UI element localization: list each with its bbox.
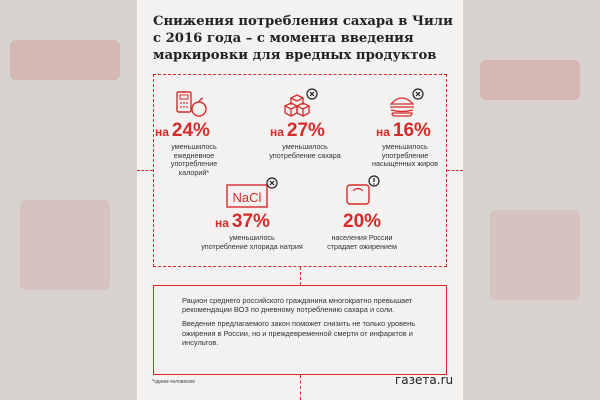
stat-sodium-value: на 37% — [215, 211, 270, 232]
infographic-card — [137, 0, 463, 400]
infographic-title: Снижения потребления сахара в Чили с 2016 года – с момента введения маркировки для вредных продуктов — [153, 14, 453, 63]
stat-sugar-desc: уменьшилось употребление сахара — [269, 142, 341, 160]
scale-warning-icon — [342, 175, 382, 207]
connector-line-bottom — [300, 375, 301, 400]
gazeta-logo: газета.ru — [395, 373, 454, 387]
connector-line-left — [137, 170, 153, 171]
calculator-apple-icon — [175, 90, 209, 120]
stat-calories-value: на 24% — [155, 120, 210, 141]
stat-sodium-desc: уменьшилось употребление хлорида натрия — [201, 233, 303, 251]
stat-fat-desc: уменьшилось употребление насыщенных жиров — [372, 142, 438, 169]
note-box — [153, 285, 447, 375]
stat-sugar-value: на 27% — [270, 120, 325, 141]
footnote: *одним человеком — [152, 379, 195, 385]
note-paragraph-2: Введение предлагаемого закон поможет снизить не только уровень ожирения в России, но и преждевременной смерти от инфарктов и инсультов. — [182, 319, 416, 347]
connector-line-right — [447, 170, 463, 171]
burger-icon — [385, 88, 425, 120]
sugar-cubes-icon — [279, 88, 319, 120]
stat-obesity-value: 20% — [343, 211, 382, 232]
stat-obesity-desc: населения России страдает ожирением — [327, 233, 397, 251]
note-paragraph-1: Рацион среднего российского гражданина многократно превышает рекомендации ВОЗ по дневному потреблению сахара и соли. — [182, 296, 413, 315]
connector-line-mid — [300, 267, 301, 285]
stat-calories-desc: уменьшилось ежедневное употребление калорий* — [170, 142, 218, 177]
stat-fat-value: на 16% — [376, 120, 431, 141]
nacl-label-text: NaCl — [232, 190, 262, 205]
